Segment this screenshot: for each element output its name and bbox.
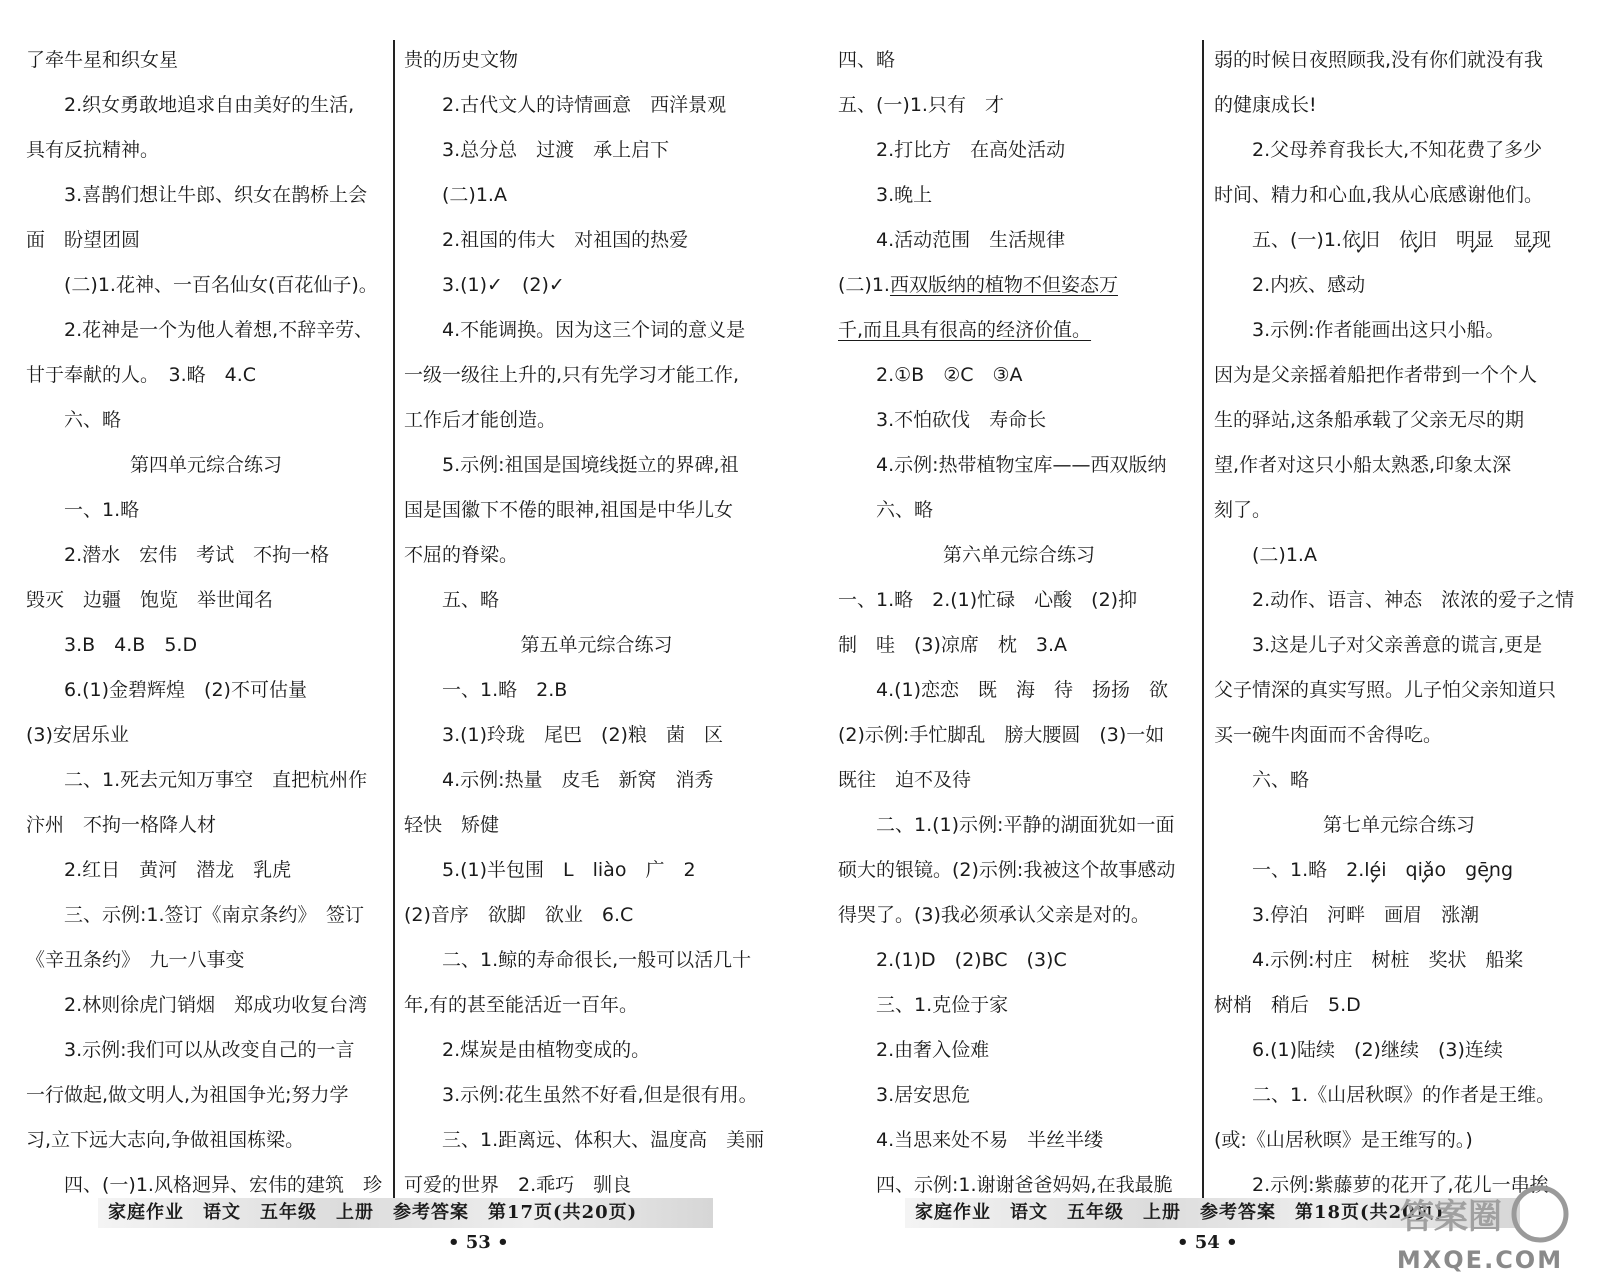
answer-line: 买一碗牛肉面而不舍得吃。 — [1214, 724, 1443, 746]
answer-line: 因为是父亲摇着船把作者带到一个个人 — [1214, 364, 1538, 386]
answer-line: 一、1.略 — [64, 499, 140, 521]
section-heading-unit6: 第六单元综合练习 — [942, 544, 1095, 566]
answer-line: 四、略 — [838, 49, 896, 71]
answer-column-4 — [1214, 38, 1584, 1198]
answer-line: 毁灭 边疆 饱览 举世闻名 — [26, 589, 274, 611]
checked-word: 依旧 ✓ — [1399, 218, 1437, 263]
page-number-left: • 53 • — [448, 1232, 509, 1253]
answer-line: 2.煤炭是由植物变成的。 — [442, 1039, 651, 1061]
answer-line: 五、略 — [442, 589, 500, 611]
answer-line: 4.当思来处不易 半丝半缕 — [876, 1129, 1104, 1151]
answer-line: 2.潜水 宏伟 考试 不拘一格 — [64, 544, 330, 566]
answer-column-1 — [26, 38, 386, 1198]
answer-line: 刻了。 — [1214, 499, 1272, 521]
answer-line: 二、1.鲸的寿命很长,一般可以活几十 — [442, 949, 752, 971]
watermark-logo-icon — [1380, 1180, 1580, 1250]
answer-line: 五、(一)1.只有 才 — [838, 94, 1004, 116]
answer-line: 得哭了。(3)我必须承认父亲是对的。 — [838, 904, 1150, 926]
underlined-answer: 千,而且具有很高的经济价值。 — [838, 319, 1092, 341]
answer-line: 了牵牛星和织女星 — [26, 49, 179, 71]
answer-line: (2)示例:手忙脚乱 膀大腰圆 (3)一如 — [838, 724, 1165, 746]
answer-line: 3.示例:我们可以从改变自己的一言 — [64, 1039, 355, 1061]
answer-line: 六、略 — [876, 499, 934, 521]
answer-line: (或:《山居秋暝》是王维写的。) — [1214, 1129, 1473, 1151]
answer-line: 4.不能调换。因为这三个词的意义是 — [442, 319, 746, 341]
answer-column-2 — [404, 38, 789, 1198]
answer-prefix: 一、1.略 2. — [1252, 859, 1365, 881]
answer-line: 4.示例:村庄 树桩 奖状 船桨 — [1252, 949, 1524, 971]
answer-line: 2.由奢入俭难 — [876, 1039, 990, 1061]
watermark-url: MXQE.COM — [1396, 1246, 1564, 1274]
watermark — [1380, 1180, 1580, 1280]
answer-line: 三、示例:1.签订《南京条约》 签订 — [64, 904, 365, 926]
answer-line: 可爱的世界 2.乖巧 驯良 — [404, 1174, 632, 1196]
answer-line: 父子情深的真实写照。儿子怕父亲知道只 — [1214, 679, 1557, 701]
answer-line: 二、1.《山居秋暝》的作者是王维。 — [1252, 1084, 1556, 1106]
answer-line: 一级一级往上升的,只有先学习才能工作, — [404, 364, 740, 386]
answer-line: 3.总分总 过渡 承上启下 — [442, 139, 670, 161]
answer-line: 6.(1)金碧辉煌 (2)不可估量 — [64, 679, 307, 701]
answer-line: 2.动作、语言、神态 浓浓的爱子之情 — [1252, 589, 1575, 611]
answer-line: 三、1.克俭于家 — [876, 994, 1009, 1016]
answer-line — [1214, 848, 1584, 893]
answer-line: 工作后才能创造。 — [404, 409, 557, 431]
checked-pinyin: léi ✓ — [1364, 848, 1386, 893]
watermark-logo-text: 答案圈 — [1400, 1197, 1502, 1237]
answer-line: 3.B 4.B 5.D — [64, 634, 198, 656]
answer-line: 二、1.死去元知万事空 直把杭州作 — [64, 769, 368, 791]
answer-line: 5.(1)半包围 L liào 广 2 — [442, 859, 696, 881]
answer-line: 4.活动范围 生活规律 — [876, 229, 1066, 251]
answer-line: 一、1.略 2.B — [442, 679, 568, 701]
checked-pinyin: gēng ✓ — [1465, 848, 1513, 893]
answer-line: 6.(1)陆续 (2)继续 (3)连续 — [1252, 1039, 1503, 1061]
answer-line: (二)1.A — [1252, 544, 1317, 566]
answer-line: 制 哇 (3)凉席 枕 3.A — [838, 634, 1068, 656]
answer-line: 3.(1)玲珑 尾巴 (2)粮 菌 区 — [442, 724, 723, 746]
answer-line: 2.打比方 在高处活动 — [876, 139, 1066, 161]
answer-line: (3)安居乐业 — [26, 724, 129, 746]
checked-pinyin: qiǎo ✓ — [1406, 848, 1447, 893]
answer-line: 贵的历史文物 — [404, 49, 519, 71]
answer-line: 2.(1)D (2)BC (3)C — [876, 949, 1067, 971]
answer-line: 3.这是儿子对父亲善意的谎言,更是 — [1252, 634, 1543, 656]
answer-line: (二)1.A — [442, 184, 507, 206]
answer-line: (二)1.花神、一百名仙女(百花仙子)。 — [64, 274, 378, 296]
answer-line: 不屈的脊梁。 — [404, 544, 519, 566]
answer-line: 4.(1)恋恋 既 海 待 扬扬 欲 — [876, 679, 1169, 701]
answer-line: 4.示例:热量 皮毛 新窝 消秀 — [442, 769, 714, 791]
answer-line: 既往 迫不及待 — [838, 769, 972, 791]
answer-line: 一行做起,做文明人,为祖国争光;努力学 — [26, 1084, 349, 1106]
page-number-right: • 54 • — [1177, 1232, 1238, 1253]
answer-line: 3.示例:作者能画出这只小船。 — [1252, 319, 1505, 341]
section-heading-unit4: 第四单元综合练习 — [129, 454, 282, 476]
answer-line: 四、(一)1.风格迥异、宏伟的建筑 珍 — [64, 1174, 382, 1196]
answer-line: 汴州 不拘一格降人材 — [26, 814, 217, 836]
checked-word: 依旧 ✓ — [1342, 218, 1380, 263]
answer-line: 树梢 稍后 5.D — [1214, 994, 1361, 1016]
answer-line: 望,作者对这只小船太熟悉,印象太深 — [1214, 454, 1512, 476]
answer-line: 时间、精力和心血,我从心底感谢他们。 — [1214, 184, 1544, 206]
answer-line: 《辛丑条约》 九一八事变 — [26, 949, 245, 971]
answer-line: 2.父母养育我长大,不知花费了多少 — [1252, 139, 1543, 161]
section-heading-unit7: 第七单元综合练习 — [1322, 814, 1475, 836]
checked-word: 明显 ✓ — [1456, 218, 1494, 263]
checked-word: 显现 ✓ — [1513, 218, 1551, 263]
answer-line: 5.示例:祖国是国境线挺立的界碑,祖 — [442, 454, 739, 476]
answer-line: 3.喜鹊们想让牛郎、织女在鹊桥上会 — [64, 184, 368, 206]
section-heading-unit5: 第五单元综合练习 — [520, 634, 673, 656]
answer-line: 2.古代文人的诗情画意 西洋景观 — [442, 94, 727, 116]
answer-line: 3.晚上 — [876, 184, 933, 206]
answer-line: 3.居安思危 — [876, 1084, 971, 1106]
answer-line: 一、1.略 2.(1)忙碌 心酸 (2)抑 — [838, 589, 1138, 611]
answer-line: 4.示例:热带植物宝库——西双版纳 — [876, 454, 1167, 476]
answer-line: 年,有的甚至能活近一百年。 — [404, 994, 639, 1016]
answer-line: 生的驿站,这条船承载了父亲无尽的期 — [1214, 409, 1525, 431]
answer-line: 3.示例:花生虽然不好看,但是很有用。 — [442, 1084, 758, 1106]
column-divider-right — [1202, 40, 1204, 1200]
answer-line: 国是国徽下不倦的眼神,祖国是中华儿女 — [404, 499, 734, 521]
answer-line: 2.内疚、感动 — [1252, 274, 1366, 296]
answer-line: 面 盼望团圆 — [26, 229, 141, 251]
answer-line: 的健康成长! — [1214, 94, 1317, 116]
answer-prefix: (二)1. — [838, 274, 890, 296]
answer-line: 甘于奉献的人。 3.略 4.C — [26, 364, 257, 386]
answer-line: (2)音序 欲脚 欲业 6.C — [404, 904, 634, 926]
answer-line: 具有反抗精神。 — [26, 139, 160, 161]
answer-line: 二、1.(1)示例:平静的湖面犹如一面 — [876, 814, 1175, 836]
page-footer-left: 家庭作业 语文 五年级 上册 参考答案 第17页(共20页) — [98, 1198, 713, 1228]
answer-line — [838, 308, 1200, 353]
underlined-answer: 西双版纳的植物不但姿态万 — [889, 274, 1118, 296]
answer-line: 习,立下远大志向,争做祖国栋梁。 — [26, 1129, 305, 1151]
answer-line: 三、1.距离远、体积大、温度高 美丽 — [442, 1129, 765, 1151]
answer-line: 2.花神是一个为他人着想,不辞辛劳、 — [64, 319, 374, 341]
answer-line: 3.停泊 河畔 画眉 涨潮 — [1252, 904, 1480, 926]
answer-line: 弱的时候日夜照顾我,没有你们就没有我 — [1214, 49, 1544, 71]
answer-line: 3.(1)✓ (2)✓ — [442, 274, 565, 296]
answer-line: 2.①B ②C ③A — [876, 364, 1023, 386]
answer-line: 2.红日 黄河 潜龙 乳虎 — [64, 859, 292, 881]
answer-line — [1214, 218, 1584, 263]
answer-line: 2.祖国的伟大 对祖国的热爱 — [442, 229, 689, 251]
column-divider-left — [393, 40, 395, 1200]
answer-line: 六、略 — [64, 409, 122, 431]
answer-line — [838, 263, 1200, 308]
answer-column-3 — [838, 38, 1200, 1198]
answer-line: 四、示例:1.谢谢爸爸妈妈,在我最脆 — [876, 1174, 1173, 1196]
answer-line: 硕大的银镜。(2)示例:我被这个故事感动 — [838, 859, 1176, 881]
answer-prefix: 五、(一)1. — [1252, 229, 1342, 251]
answer-line: 2.示例:紫藤萝的花开了,花儿一串挨 — [1252, 1174, 1549, 1196]
answer-line: 六、略 — [1252, 769, 1310, 791]
answer-line: 3.不怕砍伐 寿命长 — [876, 409, 1047, 431]
page-footer-right: 家庭作业 语文 五年级 上册 参考答案 第18页(共20页) — [905, 1198, 1520, 1228]
answer-line: 2.织女勇敢地追求自由美好的生活, — [64, 94, 355, 116]
answer-line: 2.林则徐虎门销烟 郑成功收复台湾 — [64, 994, 368, 1016]
answer-line: 轻快 矫健 — [404, 814, 500, 836]
